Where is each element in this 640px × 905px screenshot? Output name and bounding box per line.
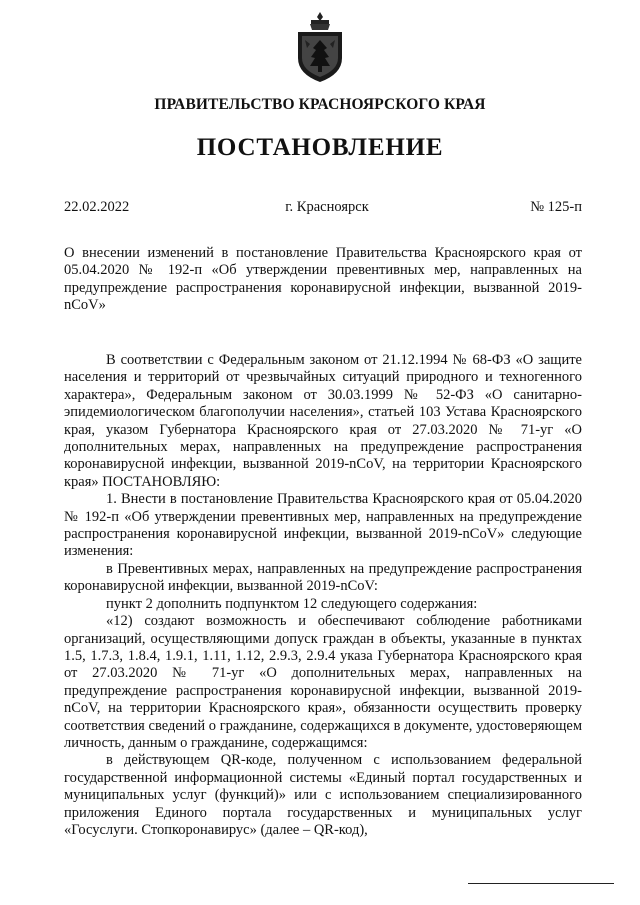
- document-date: 22.02.2022: [64, 199, 130, 215]
- government-name: ПРАВИТЕЛЬСТВО КРАСНОЯРСКОГО КРАЯ: [154, 96, 486, 113]
- coat-of-arms-icon: [296, 10, 344, 84]
- footer-divider: [468, 883, 614, 884]
- subpoint-12-paragraph: «12) создают возможность и обеспечивают соблюдение работниками организаций, осуществляющими допуск граждан в объекты, указанные в пунктах 1.5, 1.7.3, 1.8.4, 1.9.1, 1.11, 1.12, 2.9.3, 2.9.4 указа Губернатора Красноярского края от 27.03.2020 № 71-уг «О дополнительных мерах, направленных на предупреждение распространения коронавирусной инфекции, вызванной 2019-nCoV, на территории Красноярского края», обязанности осуществить проверку соответствия сведений о гражданине, содержащихся в документе, удостоверяющем личность, данным о гражданине, содержащимся:: [64, 613, 582, 751]
- preventive-measures-paragraph: в Превентивных мерах, направленных на предупреждение распространения коронавирусной инфекции, вызванной 2019-nCoV:: [64, 560, 582, 595]
- qr-code-paragraph: в действующем QR-коде, полученном с использованием федеральной государственной информационной системы «Единый портал государственных и муниципальных услуг (функций)» или с использованием специализированного приложения Единого портала государственных и муниципальных услуг «Госуслуги. Стопкоронавирус» (далее – QR-код),: [64, 752, 582, 838]
- clause-1-paragraph: 1. Внести в постановление Правительства Красноярского края от 05.04.2020 № 192-п «Об утверждении превентивных мер, направленных на предупреждение распространения коронавирусной инфекции, вызванной 2019-nCoV» следующие изменения:: [64, 491, 582, 560]
- document-title: О внесении изменений в постановление Правительства Красноярского края от 05.04.2020 № 192-п «Об утверждении превентивных мер, направленных на предупреждение распространения коронавирусной инфекции, вызванной 2019-nCoV»: [64, 245, 582, 314]
- document-type: ПОСТАНОВЛЕНИЕ: [196, 134, 444, 161]
- point-2-paragraph: пункт 2 дополнить подпунктом 12 следующего содержания:: [106, 595, 478, 612]
- document-body: [64, 352, 582, 839]
- preamble-paragraph: В соответствии с Федеральным законом от 21.12.1994 № 68-ФЗ «О защите населения и территорий от чрезвычайных ситуаций природного и техногенного характера», Федеральным законом от 30.03.1999 № 52-ФЗ «О санитарно-эпидемиологическом благополучии населения», статьей 103 Устава Красноярского края, указом Губернатора Красноярского края от 27.03.2020 № 71-уг «О дополнительных мерах, направленных на предупреждение распространения коронавирусной инфекции, вызванной 2019-nCoV, на территории Красноярского края» ПОСТАНОВЛЯЮ:: [64, 352, 582, 490]
- document-city: г. Красноярск: [285, 199, 369, 215]
- document-number: № 125-п: [530, 199, 582, 215]
